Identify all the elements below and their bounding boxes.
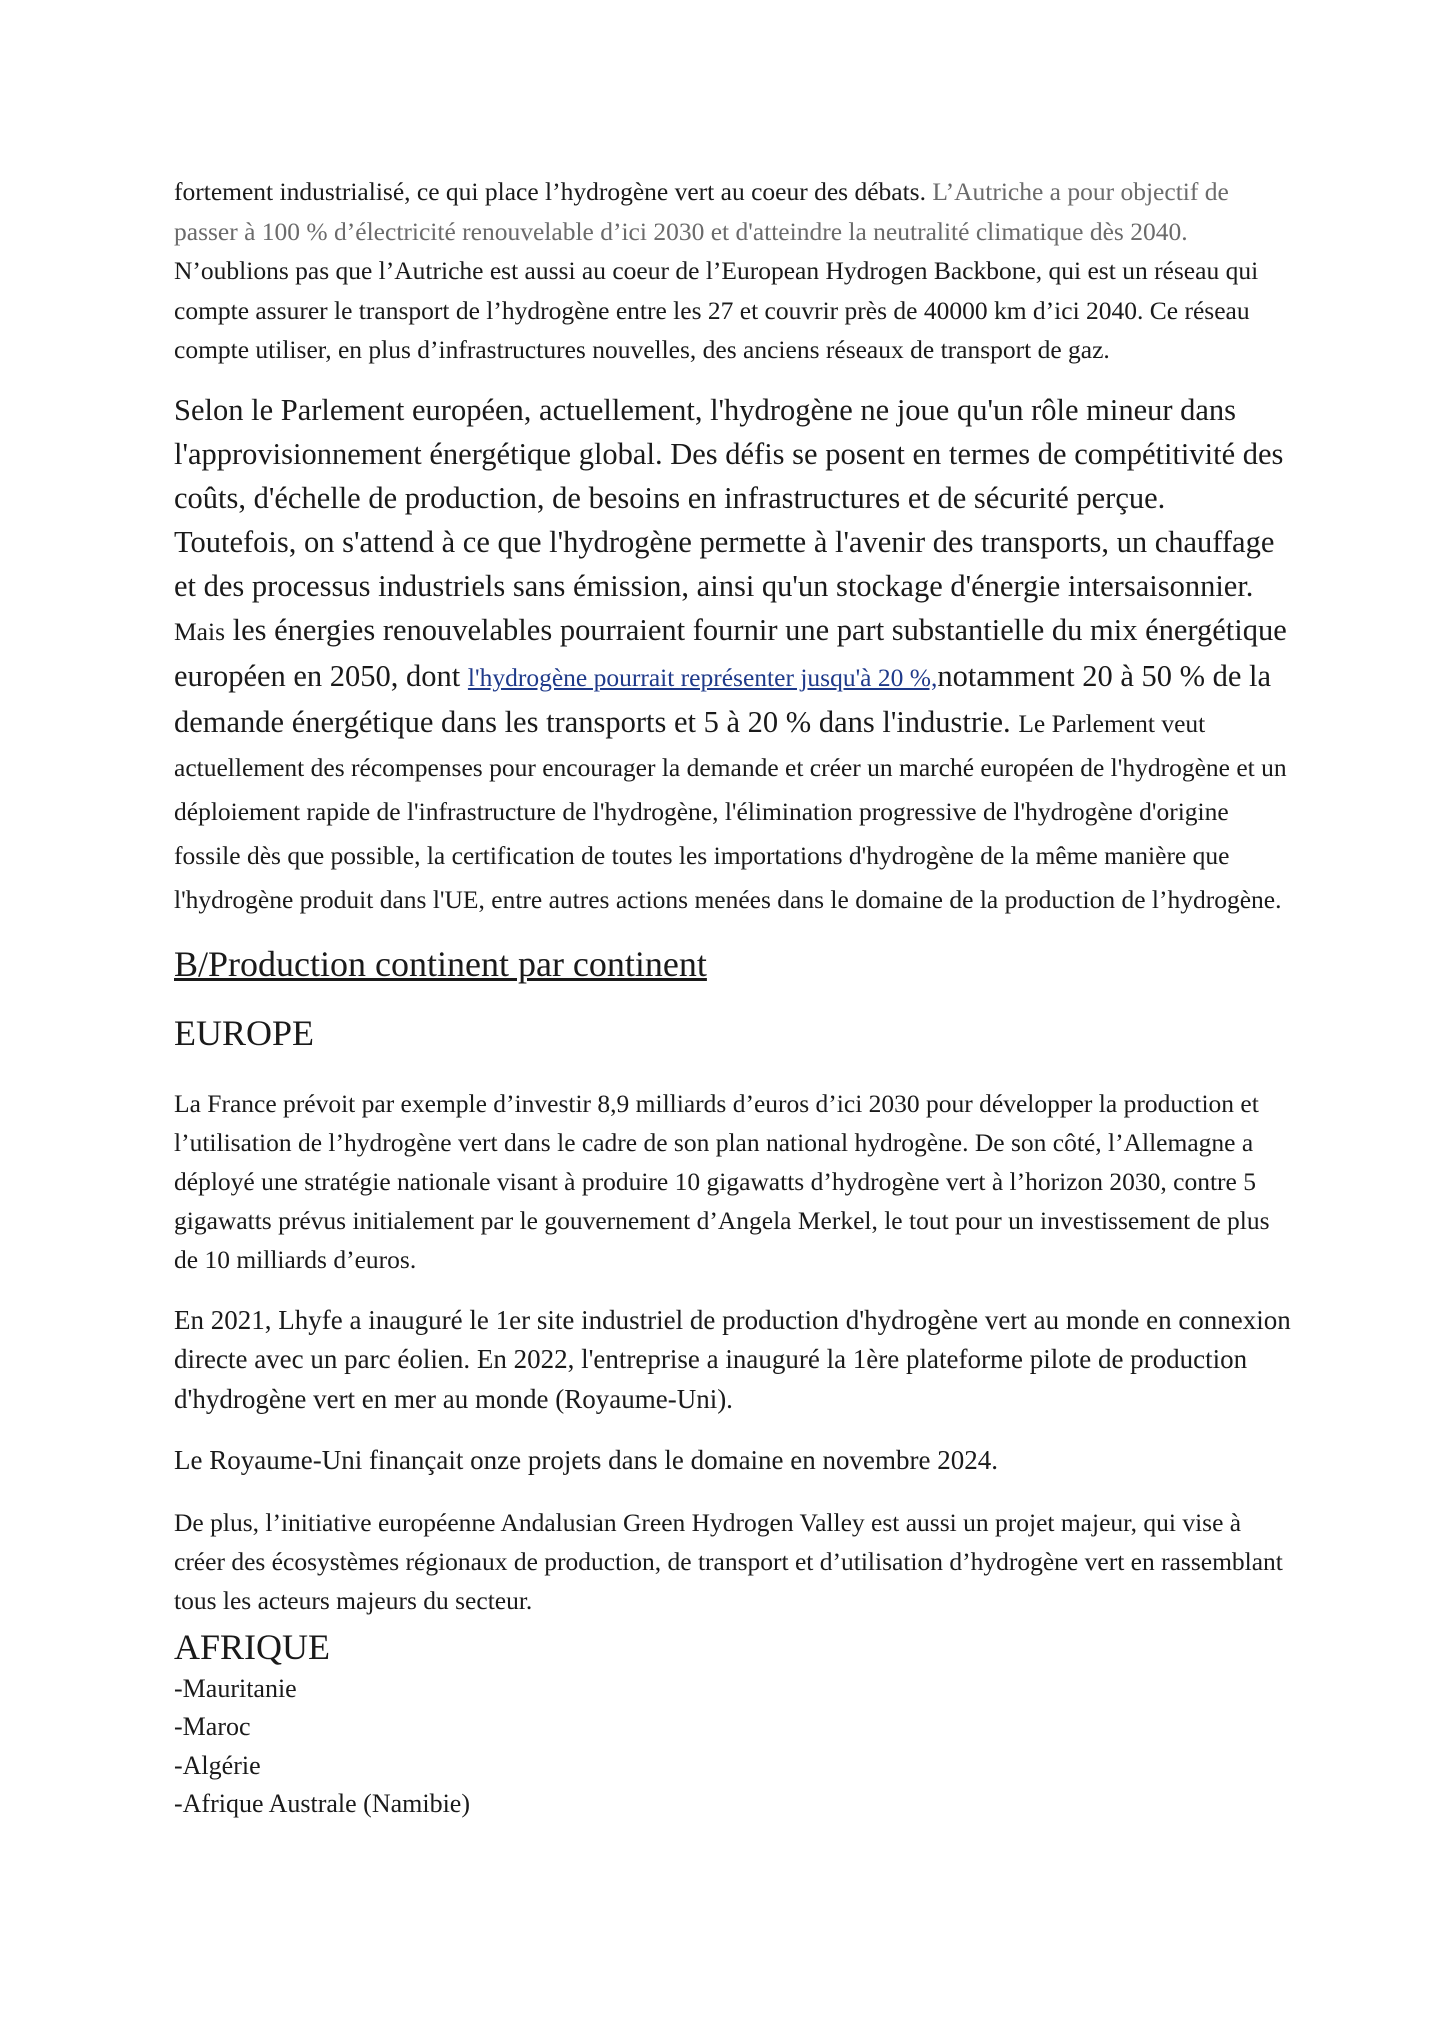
parliament-text-2: les énergies renouvelables pourraient fournir une part substantielle du mix énergétique européen en 2050, dont	[174, 612, 1287, 693]
afrique-country-list	[174, 1670, 1292, 1824]
intro-sentence-1: fortement industrialisé, ce qui place l’hydrogène vert au coeur des débats.	[174, 177, 926, 206]
hydrogen-share-link[interactable]: l'hydrogène pourrait représenter jusqu'à 20 %,	[467, 662, 938, 692]
intro-sentence-backbone: N’oublions pas que l’Autriche est aussi au coeur de l’European Hydrogen Backbone, qui est un réseau qui compte assurer le transport de l’hydrogène entre les 27 et couvrir près de 40000 km d’ici 2040. Ce réseau compte utiliser, en plus d’infrastructures nouvelles, des anciens réseaux de transport de gaz.	[174, 256, 1259, 364]
list-item: -Mauritanie	[174, 1673, 297, 1703]
europe-heading: EUROPE	[174, 1012, 315, 1053]
europe-paragraph-andalusia: De plus, l’initiative européenne Andalusian Green Hydrogen Valley est aussi un projet majeur, qui vise à créer des écosystèmes régionaux de production, de transport et d’utilisation d’hydrogène vert en rassemblant tous les acteurs majeurs du secteur.	[174, 1507, 1283, 1615]
parliament-text-3: notamment 20 à 50 % de la demande énergétique dans les transports et 5 à 20 % dans l'industrie.	[174, 658, 1272, 739]
parliament-text-mais: Mais	[174, 616, 225, 646]
europe-paragraph-uk: Le Royaume-Uni finançait onze projets dans le domaine en novembre 2024.	[174, 1445, 998, 1475]
document-page	[174, 172, 1292, 1824]
parliament-paragraph	[174, 388, 1292, 920]
parliament-text-1: Selon le Parlement européen, actuellement, l'hydrogène ne joue qu'un rôle mineur dans l'approvisionnement énergétique global. Des défis se posent en termes de compétitivité des coûts, d'échelle de production, de besoins en infrastructures et de sécurité perçue. Toutefois, on s'attend à ce que l'hydrogène permette à l'avenir des transports, un chauffage et des processus industriels sans émission, ainsi qu'un stockage d'énergie intersaisonnier.	[174, 392, 1284, 603]
section-title: B/Production continent par continent	[174, 943, 707, 984]
intro-paragraph	[174, 172, 1292, 370]
europe-paragraph-lhyfe: En 2021, Lhyfe a inauguré le 1er site industriel de production d'hydrogène vert au monde en connexion directe avec un parc éolien. En 2022, l'entreprise a inauguré la 1ère plateforme pilote de production d'hydrogène vert en mer au monde (Royaume-Uni).	[174, 1304, 1291, 1414]
europe-paragraph-investment: La France prévoit par exemple d’investir 8,9 milliards d’euros d’ici 2030 pour développer la production et l’utilisation de l’hydrogène vert dans le cadre de son plan national hydrogène. De son côté, l’Allemagne a déployé une stratégie nationale visant à produire 10 gigawatts d’hydrogène vert à l’horizon 2030, contre 5 gigawatts prévus initialement par le gouvernement d’Angela Merkel, le tout pour un investissement de plus de 10 milliards d’euros.	[174, 1088, 1270, 1274]
intro-sentence-austria-goal: L’Autriche a pour objectif de passer à 100 % d’électricité renouvelable d’ici 2030 et d'atteindre la neutralité climatique dès 2040.	[174, 177, 1229, 246]
afrique-heading: AFRIQUE	[174, 1626, 331, 1667]
list-item: -Afrique Australe (Namibie)	[174, 1789, 471, 1818]
list-item: -Algérie	[174, 1750, 261, 1780]
list-item: -Maroc	[174, 1712, 251, 1741]
parliament-text-4: Le Parlement veut actuellement des récompenses pour encourager la demande et créer un marché européen de l'hydrogène et un déploiement rapide de l'infrastructure de l'hydrogène, l'élimination progressive de l'hydrogène d'origine fossile dès que possible, la certification de toutes les importations d'hydrogène de la même manière que l'hydrogène produit dans l'UE, entre autres actions menées dans le domaine de la production de l’hydrogène.	[174, 708, 1287, 914]
